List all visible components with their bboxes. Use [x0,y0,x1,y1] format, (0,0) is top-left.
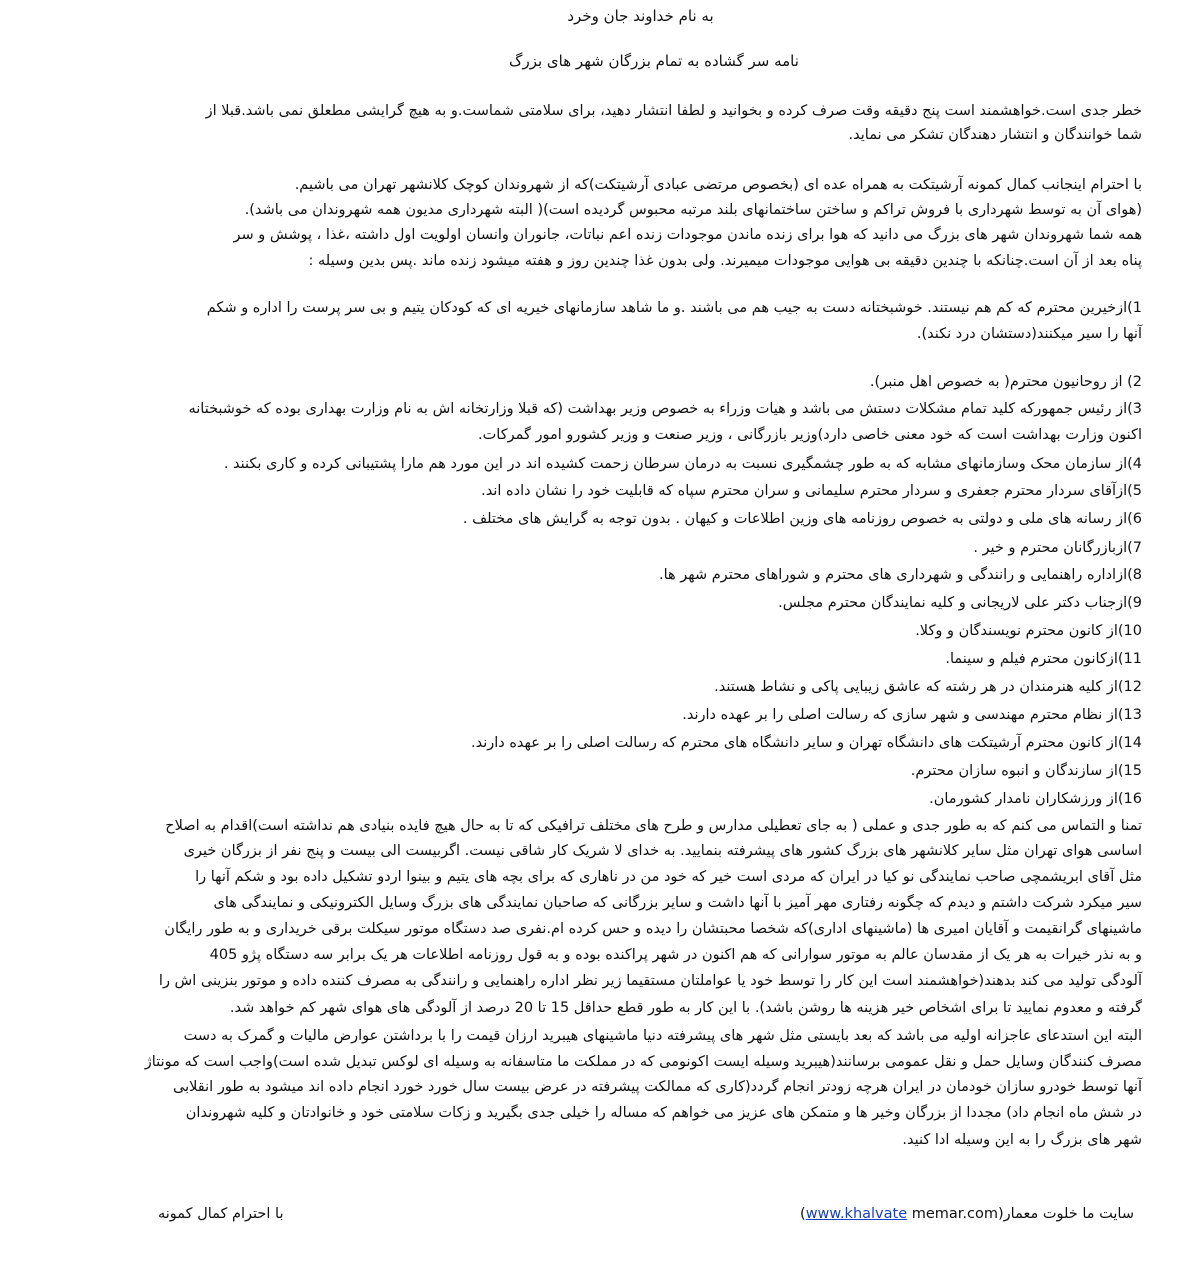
list-item: 9)ازجناب دکتر علی لاریجانی و کلیه نمایندگان محترم مجلس. [778,595,1142,611]
basmala-heading: به نام خداوند جان وخرد [567,7,714,25]
text-line: پناه بعد از آن است.چنانکه با چندین دقیقه بی هوایی موجودات میمیرند. ولی بدون غذا چندین روز و هفته میشود زنده ماند .پس بدین وسیله : [308,253,1142,269]
list-item: 8)ازاداره راهنمایی و رانندگی و شهرداری های محترم و شوراهای محترم شهر ها. [658,567,1142,583]
list-item: 1)ازخیرین محترم که کم هم نیستند. خوشبختانه دست به جیب هم می باشند .و ما شاهد سازمانهای خیریه ای که کودکان یتیم و بی سر پرست را اداره و شکم [206,300,1142,316]
text-line: سیر میکرد شرکت داشتم و دیدم که چگونه رفتاری مهر آمیز با آنها داشت و سایر بزرگانی که صاحبان نمایندگی های بزرگ وسایل الکترونیکی و نمایندگی های [213,895,1142,911]
text-line: البته این استدعای عاجزانه اولیه می باشد که بعد بایستی مثل شهر های پیشرفته دنیا ماشینهای هیبرید ارزان قیمت را با برداشتن عوارض مالیات و گمرک به دست [183,1028,1142,1044]
list-item: 12)از کلیه هنرمندان در هر رشته که عاشق زیبایی پاکی و نشاط هستند. [714,679,1142,695]
text-line: گرفته و معدوم نمایید تا برای اشخاص خیر هزینه ها روشن باشد). با این کار به طور قطع حداقل 15 تا 20 درصد از آلودگی های هوای شهر کم خواهد شد. [229,1000,1142,1016]
list-item: 10)از کانون محترم نویسندگان و وکلا. [915,623,1142,639]
list-item: 11)ازکانون محترم فیلم و سینما. [945,651,1142,667]
list-item: 4)از سازمان محک وسازمانهای مشابه که به طور چشمگیری نسبت به درمان سرطان زحمت کشیده اند در این مورد هم مارا پشتیبانی کرده و کاری بکنند . [223,456,1142,472]
text-line: خطر جدی است.خواهشمند است پنج دقیقه وقت صرف کرده و بخوانید و لطفا انتشار دهید، برای سلامتی شماست.و به هیچ گرایشی مطعلق نمی باشد.قبلا از [205,103,1142,119]
site-link[interactable]: www.khalvate [805,1206,908,1222]
text-line: (هوای آن به توسط شهرداری با فروش تراکم و ساختن ساختمانهای بلند مرتبه محبوس گردیده است)( البته شهرداری مدیون همه شهروندان می باشد). [244,202,1142,218]
site-prefix: سایت ما خلوت معمار( [998,1206,1134,1222]
letter-title: نامه سر گشاده به تمام بزرگان شهر های بزرگ [509,52,799,70]
list-item: 14)از کانون محترم آرشیتکت های دانشگاه تهران و سایر دانشگاه های محترم که رسالت اصلی را بر عهده دارند. [470,735,1142,751]
list-item: 6)از رسانه های ملی و دولتی به خصوص روزنامه های وزین اطلاعات و کیهان . بدون توجه به گرایش های مختلف . [462,511,1142,527]
text-line: شهر های بزرگ را به این وسیله ادا کنید. [902,1132,1142,1148]
site-reference [800,1206,1134,1222]
list-item: 13)از نظام محترم مهندسی و شهر سازی که رسالت اصلی را بر عهده دارند. [682,707,1142,723]
text-line: آنها توسط خودرو سازان خودمان در ایران هرچه زودتر انجام گردد(کاری که ممالکت پیشرفته در عرض بیست سال خورد خورد انجام داده اند میشود به طور انقلابی [173,1079,1142,1095]
list-item: 5)ازآقای سردار محترم جعفری و سردار محترم سلیمانی و سران محترم سپاه که قابلیت خود را نشان داده اند. [481,483,1142,499]
text-line: شما خوانندگان و انتشار دهندگان تشکر می نماید. [848,127,1142,143]
text-line: مثل آقای ابریشمچی صاحب نمایندگی نو کیا در ایران که مردی است خیر که خود من در ناهاری که برای بچه های یتیم و بینوا اردو تشکیل داده بود و شکم آنها را [195,869,1142,885]
text-line: در شش ماه انجام داد) مجددا از بزرگان وخیر ها و متمکن های عزیز می خواهم که مساله را خیلی جدی بگیرید و زکات سلامتی خود و خانوادتان و کلیه شهروندان [185,1105,1142,1121]
text-line: با احترام اینجانب کمال کمونه آرشیتکت به همراه عده ای (بخصوص مرتضی عبادی آرشیتکت)که از شهروندان کوچک کلانشهر تهران می باشیم. [294,177,1142,193]
list-item: 15)از سازندگان و انبوه سازان محترم. [910,763,1142,779]
text-line: ماشینهای گرانقیمت و آقایان امیری ها (ماشینهای اداری)که شخصا محبتشان را دیده و حس کرده ام.نفری صد دستگاه موتور سیکلت برقی خریداری و به طور رایگان [164,921,1142,937]
text-line: آلودگی تولید می کند بدهند(خواهشمند است این کار را توسط خود یا عواملتان مستقیما زیر نظر اداره راهنمایی و رانندگی به مصرف کننده داده و موتور بنزینی اش را [158,973,1142,989]
list-item: 3)از رئیس جمهورکه کلید تمام مشکلات دستش می باشد و هیات وزراء به خصوص وزیر بهداشت (که قبلا وزارتخانه اش به نام وزارت بهداری بوده که خوشبختانه [188,401,1142,417]
list-item: 2) از روحانیون محترم( به خصوص اهل منبر). [869,374,1142,390]
signature: با احترام کمال کمونه [158,1206,284,1222]
text-line: مصرف کنندگان وسایل حمل و نقل عمومی برسانند(هیبرید وسیله ایست اکونومی که در مملکت ما متاسفانه به وسیله ای لوکس تبدیل شده است)واجب است که مونتاژ [144,1054,1142,1070]
text-line: اساسی هوای تهران مثل سایر کلانشهر های بزرگ کشور های پیشرفته بنمایید. به خدای لا شریک کار شاقی نیست. اگربیست الی بیست و پنج نفر از بزرگان خیری [183,843,1142,859]
list-item: اکنون وزارت بهداشت است که خود معنی خاصی دارد)وزیر بازرگانی ، وزیر صنعت و وزیر کشورو امور گمرکات. [478,427,1142,443]
list-item: 7)ازبازرگانان محترم و خیر . [973,540,1142,556]
text-line: همه شما شهروندان شهر های بزرگ می دانید که هوا برای زنده ماندن موجودات زنده اعم نباتات، جانوران وانسان اولویت اول داشته ،غذا ، پوشش و سر [233,227,1142,243]
text-line: و به نذر خیرات به هر یک از مقدسان عالم به موتور سوارانی که هم اکنون در شهر پراکنده بوده و به قول روزنامه اطلاعات هر یک برابر سه دستگاه پژو 405 [209,947,1142,963]
list-item: 16)از ورزشکاران نامدار کشورمان. [929,791,1142,807]
list-item: آنها را سیر میکنند(دستشان درد نکند). [916,326,1142,342]
site-suffix: memar.com) [800,1206,999,1222]
text-line: تمنا و التماس می کنم که به طور جدی و عملی ( به جای تعطیلی مدارس و طرح های مختلف ترافیکی که تا به حال هیچ فایده بنیادی هم نداشته است)اقدام به اصلاح [165,818,1142,834]
